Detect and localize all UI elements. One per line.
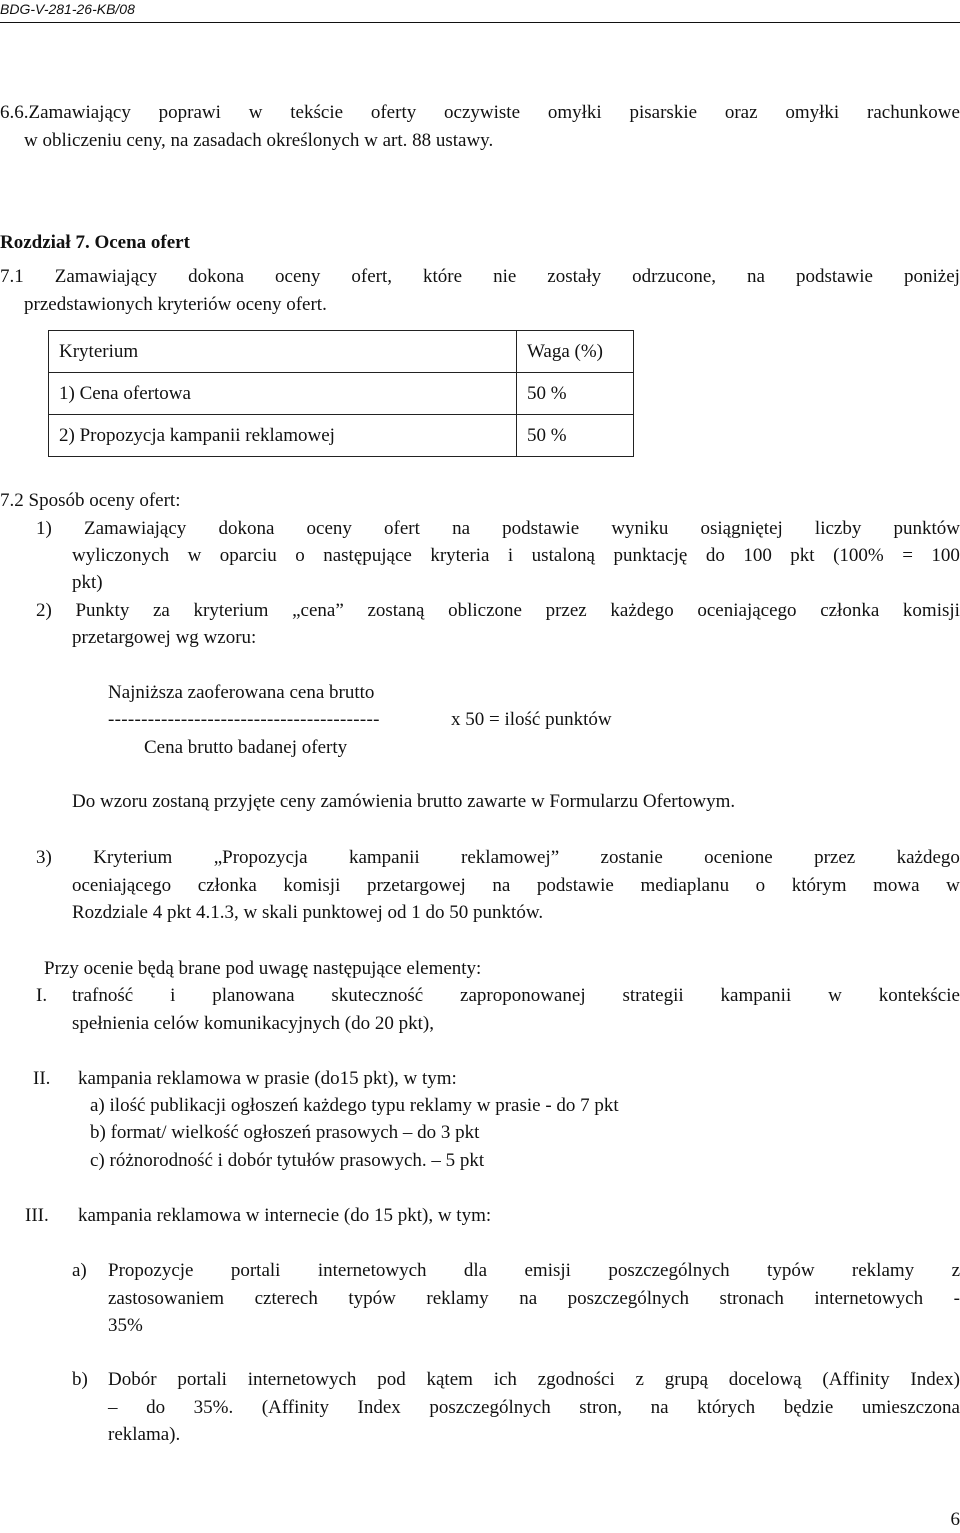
word: na (747, 263, 765, 290)
section-7-2-p1-line-2 (72, 542, 960, 569)
word: kontekście (879, 982, 960, 1009)
word: i (508, 542, 513, 569)
word: ofert, (351, 263, 392, 290)
word: (100% (833, 542, 884, 569)
word: poniżej (904, 263, 960, 290)
word: strategii (622, 982, 683, 1009)
criteria-table-header (49, 331, 634, 373)
item-1-line-2: spełnienia celów komunikacyjnych (do 20 pkt), (72, 1010, 434, 1037)
word: 2) (36, 597, 52, 624)
criteria-header-weight: Waga (%) (517, 331, 634, 373)
item-2-sub-a: a) ilość publikacji ogłoszeń każdego typu reklamy w prasie - do 7 pkt (90, 1092, 619, 1119)
word: Zamawiający (55, 263, 157, 290)
word: reklamy (426, 1285, 488, 1312)
word: 100 (743, 542, 772, 569)
word: kryterium (194, 597, 269, 624)
word: 3) (36, 844, 52, 871)
word: trafność (72, 982, 133, 1009)
elements-intro: Przy ocenie będą brane pod uwagę następujące elementy: (44, 955, 481, 982)
item-2-sub-c: c) różnorodność i dobór tytułów prasowych. – 5 pkt (90, 1147, 484, 1174)
word: podstawie (796, 263, 873, 290)
word: oczywiste (444, 99, 520, 126)
section-7-2-p1-line-1 (36, 515, 960, 542)
word: poszczególnych (429, 1394, 550, 1421)
word: typów (767, 1257, 815, 1284)
word: 1) (36, 515, 52, 542)
section-7-2-p2-line-1 (36, 597, 960, 624)
word: poszczególnych (568, 1285, 689, 1312)
criteria-table (48, 330, 634, 457)
word: Propozycje (108, 1257, 193, 1284)
word: na (452, 515, 470, 542)
word: tekście (290, 99, 343, 126)
word: mowa (873, 872, 919, 899)
word: 35%. (194, 1394, 234, 1421)
item-3-a-line-1 (108, 1257, 960, 1284)
word: oceny (275, 263, 320, 290)
word: dokona (188, 263, 244, 290)
word: zgodności (538, 1366, 615, 1393)
word: = (902, 542, 913, 569)
word: oferty (371, 99, 416, 126)
weight-cell: 50 % (517, 415, 634, 457)
paragraph-3-line-2 (72, 872, 960, 899)
formula-fraction-line: ----------------------------------------- (108, 706, 380, 733)
word: omyłki (785, 99, 839, 126)
word: ustaloną (532, 542, 595, 569)
page-number: 6 (951, 1506, 960, 1533)
item-3-a-label: a) (72, 1257, 87, 1284)
word: oceny (307, 515, 352, 542)
word: wyniku (611, 515, 668, 542)
word: zostały (547, 263, 601, 290)
word: punktację (613, 542, 687, 569)
word: w (828, 982, 842, 1009)
word: z (636, 1366, 644, 1393)
word: Index (358, 1394, 401, 1421)
word: internetowych (814, 1285, 923, 1312)
word: do (706, 542, 725, 569)
document-reference: BDG-V-281-26-KB/08 (0, 0, 135, 18)
item-3-b-line-3: reklama). (108, 1421, 180, 1448)
word: Dobór (108, 1366, 157, 1393)
word: w (188, 542, 202, 569)
word: punktów (894, 515, 960, 542)
word: rachunkowe (867, 99, 960, 126)
word: oceniającego (72, 872, 171, 899)
word: umieszczona (862, 1394, 960, 1421)
item-3-a-line-3: 35% (108, 1312, 143, 1339)
item-2-numeral: II. (33, 1065, 50, 1092)
word: z (952, 1257, 960, 1284)
paragraph-3-line-1 (36, 844, 960, 871)
word: każdego (610, 597, 673, 624)
word: Zamawiający (84, 515, 186, 542)
word: każdego (897, 844, 960, 871)
word: będzie (784, 1394, 834, 1421)
word: komisji (903, 597, 960, 624)
word: czterech (255, 1285, 318, 1312)
word: reklamy (852, 1257, 914, 1284)
item-3-a-line-2 (108, 1285, 960, 1312)
word: ich (494, 1366, 517, 1393)
word: poszczególnych (608, 1257, 729, 1284)
word: 7.1 (0, 263, 24, 290)
word: obliczone (448, 597, 522, 624)
word: portali (177, 1366, 227, 1393)
section-6-6-line-2: w obliczeniu ceny, na zasadach określonych w art. 88 ustawy. (24, 127, 493, 154)
word: „Propozycja (214, 844, 308, 871)
item-3-b-label: b) (72, 1366, 88, 1393)
item-3-numeral: III. (25, 1202, 49, 1229)
word: – (108, 1394, 118, 1421)
word: Index) (910, 1366, 960, 1393)
item-3-b-line-1 (108, 1366, 960, 1393)
word: - (954, 1285, 960, 1312)
word: wyliczonych (72, 542, 169, 569)
word: osiągniętej (700, 515, 782, 542)
word: ofert (384, 515, 420, 542)
word: stron, (579, 1394, 622, 1421)
word: 100 (931, 542, 960, 569)
word: podstawie (537, 872, 614, 899)
word: zastosowaniem (108, 1285, 224, 1312)
word: o (295, 542, 305, 569)
word: (Affinity (262, 1394, 329, 1421)
section-7-1-line-2: przedstawionych kryteriów oceny ofert. (24, 291, 327, 318)
word: pisarskie (630, 99, 698, 126)
word: stronach (720, 1285, 784, 1312)
word: komisji (283, 872, 340, 899)
formula-multiplier: x 50 = ilość punktów (451, 706, 612, 733)
word: do (146, 1394, 165, 1421)
word: kampanii (721, 982, 792, 1009)
word: podstawie (502, 515, 579, 542)
word: Kryterium (93, 844, 172, 871)
word: odrzucone, (632, 263, 716, 290)
word: internetowych (248, 1366, 357, 1393)
weight-cell: 50 % (517, 373, 634, 415)
word: którym (792, 872, 847, 899)
word: grupą (665, 1366, 708, 1393)
word: w (946, 872, 960, 899)
chapter-title: Rozdział 7. Ocena ofert (0, 229, 190, 256)
word: oparciu (220, 542, 277, 569)
word: o (756, 872, 766, 899)
word: emisji (525, 1257, 571, 1284)
word: portali (231, 1257, 281, 1284)
item-3-b-line-2 (108, 1394, 960, 1421)
word: liczby (815, 515, 861, 542)
word: które (423, 263, 462, 290)
word: oraz (725, 99, 758, 126)
word: zostanie (601, 844, 663, 871)
word: zaproponowanej (460, 982, 586, 1009)
word: pkt (790, 542, 814, 569)
section-7-2-p2-line-2: przetargowej wg wzoru: (72, 624, 256, 651)
criteria-cell: 2) Propozycja kampanii reklamowej (49, 415, 517, 457)
word: przez (814, 844, 855, 871)
header-rule (0, 22, 960, 23)
item-1-line-1 (72, 982, 960, 1009)
word: członka (820, 597, 879, 624)
word: 6.6.Zamawiający (0, 99, 131, 126)
word: typów (348, 1285, 396, 1312)
paragraph-3-line-3: Rozdziale 4 pkt 4.1.3, w skali punktowej od 1 do 50 punktów. (72, 899, 543, 926)
section-7-1-line-1 (0, 263, 960, 290)
word: na (492, 872, 510, 899)
word: oceniającego (697, 597, 796, 624)
word: planowana (212, 982, 294, 1009)
word: kampanii (349, 844, 420, 871)
word: (Affinity (822, 1366, 889, 1393)
word: za (153, 597, 170, 624)
word: pod (377, 1366, 406, 1393)
section-7-2-p1-line-3: pkt) (72, 569, 103, 596)
word: internetowych (318, 1257, 427, 1284)
formula-numerator: Najniższa zaoferowana cena brutto (108, 679, 374, 706)
word: Punkty (75, 597, 129, 624)
item-2-text: kampania reklamowa w prasie (do15 pkt), w tym: (78, 1065, 457, 1092)
word: kątem (426, 1366, 472, 1393)
word: kryteria (430, 542, 489, 569)
word: omyłki (548, 99, 602, 126)
word: na (651, 1394, 669, 1421)
word: poprawi (159, 99, 221, 126)
word: członka (198, 872, 257, 899)
word: przetargowej (367, 872, 466, 899)
word: i (170, 982, 175, 1009)
formula-denominator: Cena brutto badanej oferty (144, 734, 347, 761)
word: dokona (218, 515, 274, 542)
item-1-numeral: I. (36, 982, 47, 1009)
section-6-6-line-1 (0, 99, 960, 126)
item-3-text: kampania reklamowa w internecie (do 15 pkt), w tym: (78, 1202, 491, 1229)
criteria-cell: 1) Cena ofertowa (49, 373, 517, 415)
word: ocenione (704, 844, 773, 871)
table-row (49, 415, 634, 457)
word: skuteczność (331, 982, 423, 1009)
word: nie (493, 263, 516, 290)
word: których (697, 1394, 755, 1421)
word: na (519, 1285, 537, 1312)
word: w (249, 99, 263, 126)
word: zostaną (367, 597, 424, 624)
formula-note: Do wzoru zostaną przyjęte ceny zamówienia brutto zawarte w Formularzu Ofertowym. (72, 788, 735, 815)
section-7-2-title: 7.2 Sposób oceny ofert: (0, 487, 180, 514)
word: dla (464, 1257, 487, 1284)
word: „cena” (292, 597, 344, 624)
item-2-sub-b: b) format/ wielkość ogłoszeń prasowych – do 3 pkt (90, 1119, 479, 1146)
criteria-header-criterion: Kryterium (49, 331, 517, 373)
word: przez (546, 597, 587, 624)
word: następujące (323, 542, 412, 569)
word: docelową (729, 1366, 802, 1393)
table-row (49, 373, 634, 415)
word: reklamowej” (461, 844, 559, 871)
word: mediaplanu (640, 872, 729, 899)
